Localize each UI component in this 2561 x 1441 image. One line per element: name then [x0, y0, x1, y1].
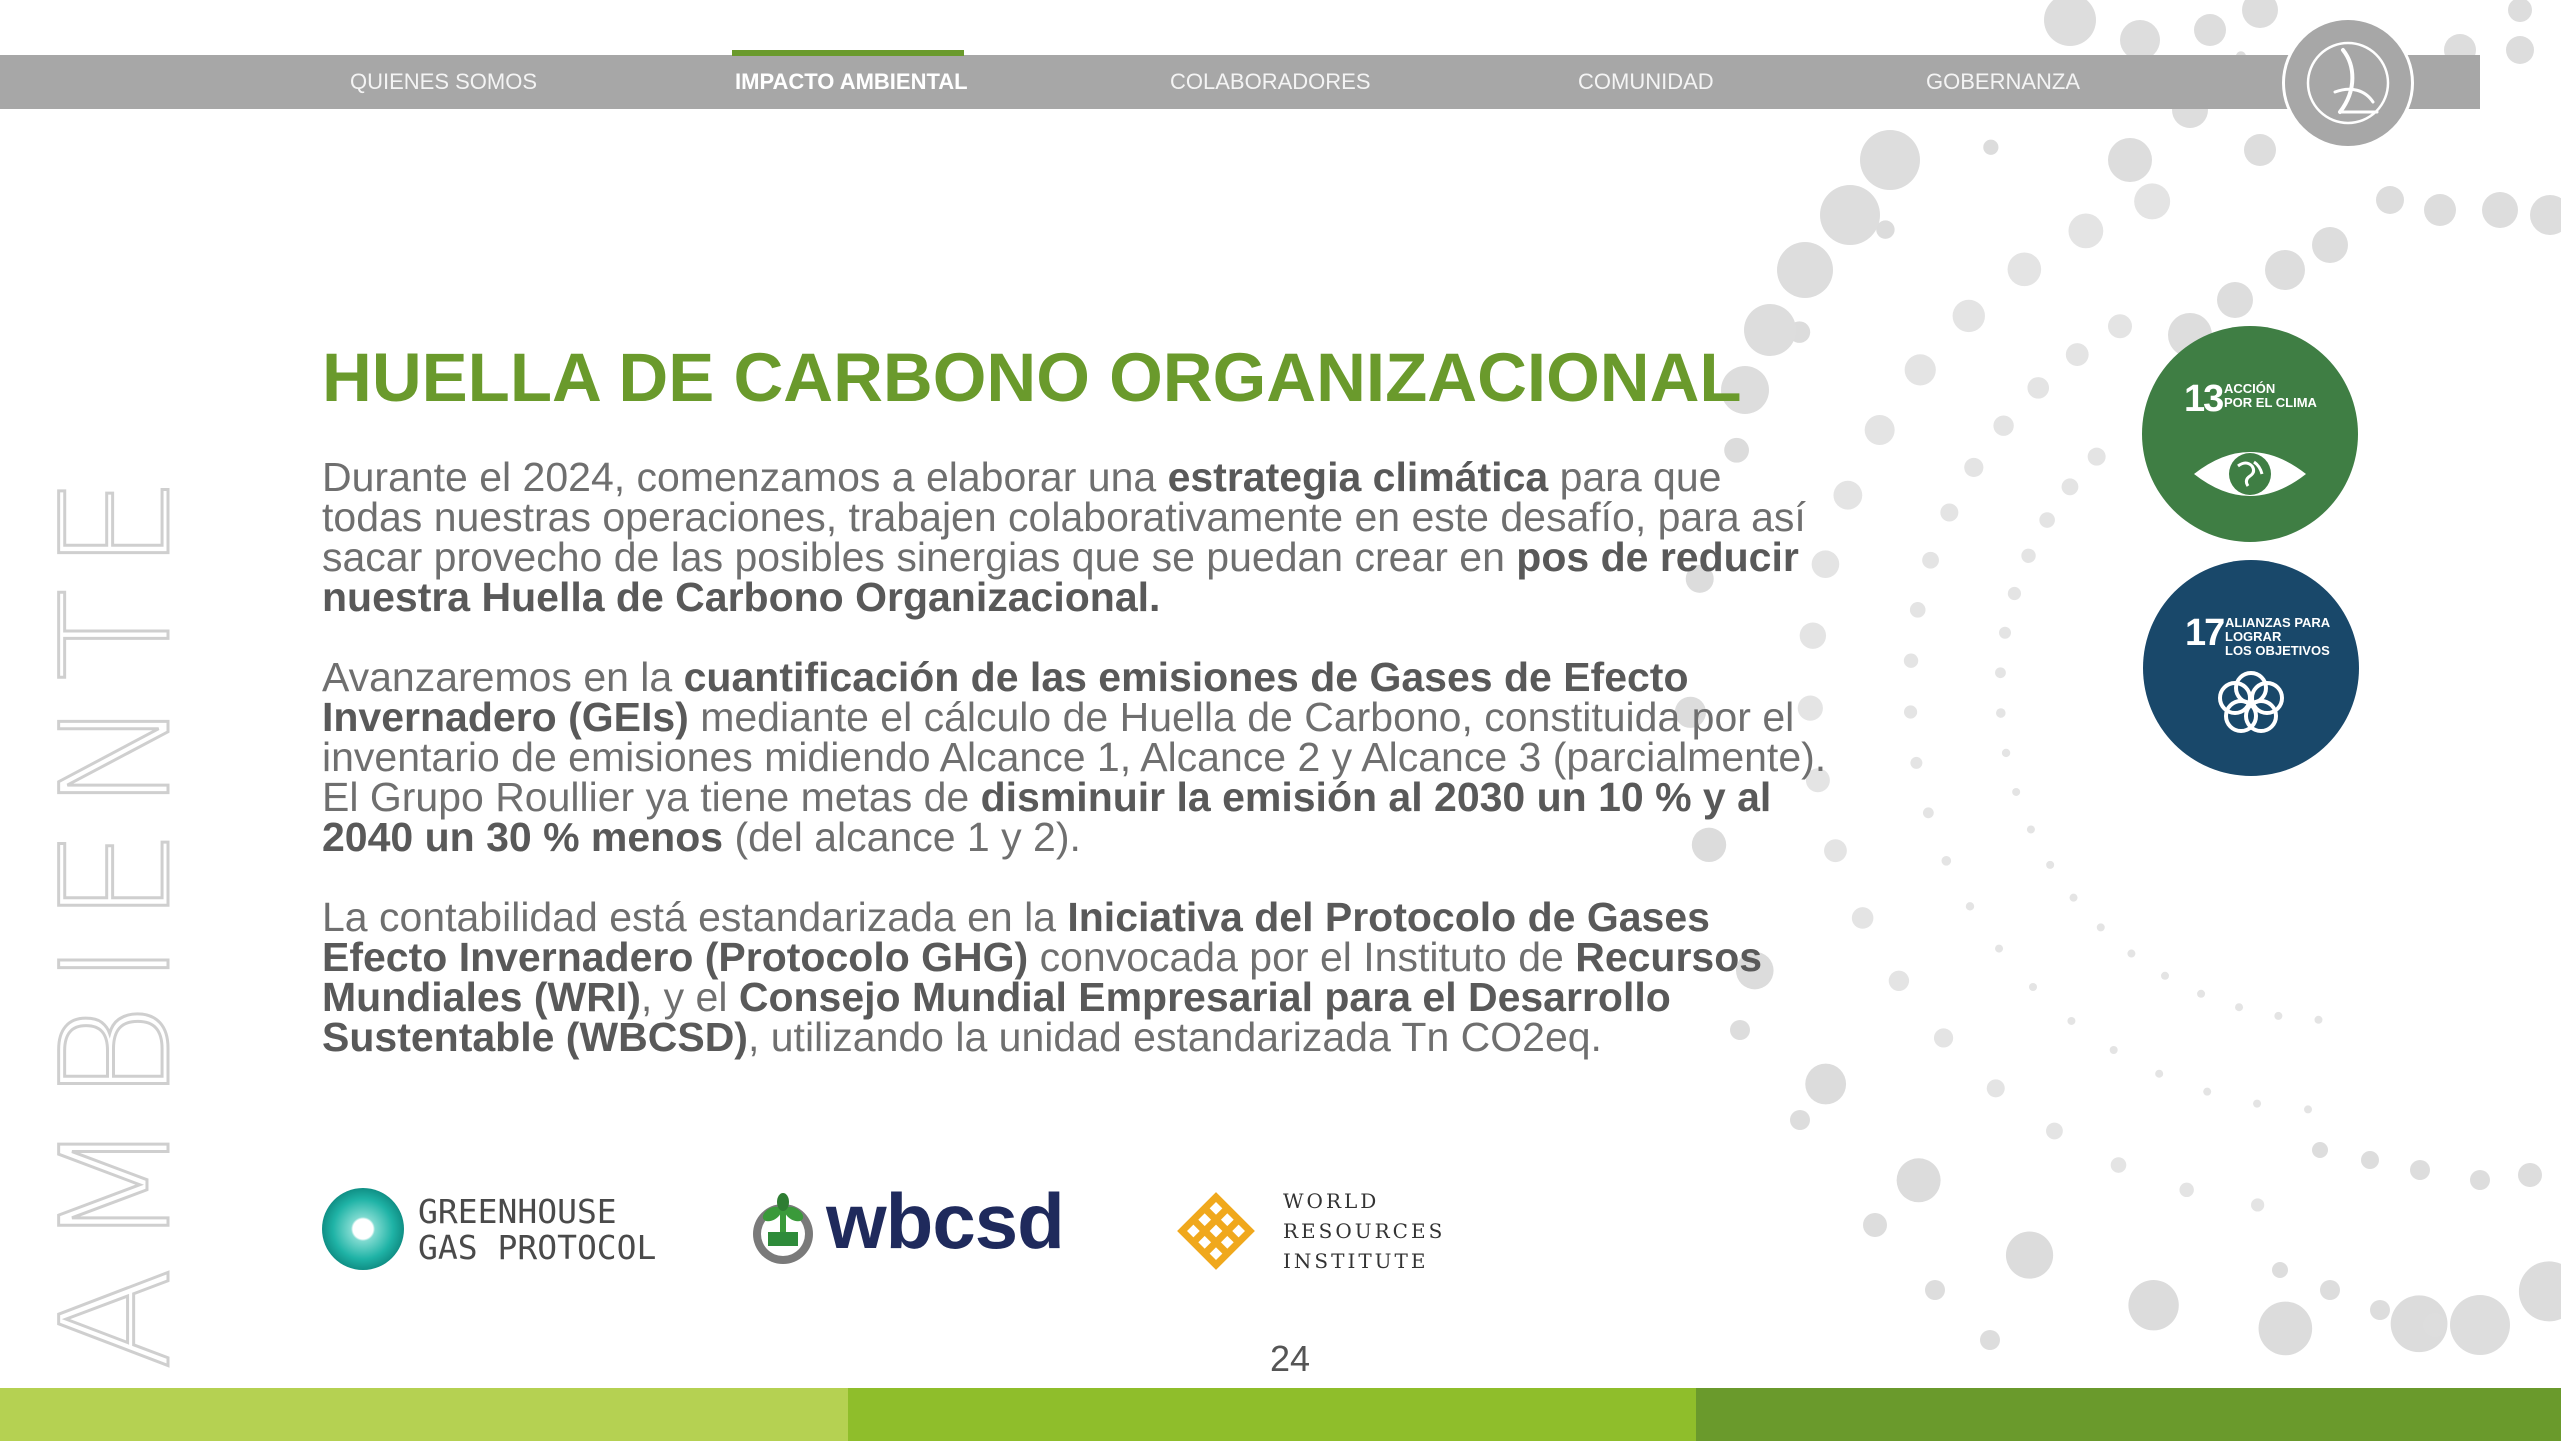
nav-item-impacto-ambiental[interactable]: IMPACTO AMBIENTAL: [735, 69, 968, 94]
decorative-dot: [2179, 1183, 2193, 1197]
decorative-dot: [1860, 130, 1920, 190]
sdg-17-badge: [2143, 560, 2359, 776]
sdg-13-badge: [2142, 326, 2358, 542]
decorative-dot: [1897, 1158, 1941, 1202]
decorative-dot: [2027, 825, 2035, 833]
decorative-dot: [1980, 1330, 2000, 1350]
decorative-dot: [2002, 749, 2010, 757]
decorative-dot: [1993, 415, 2013, 435]
decorative-dot: [2155, 1070, 2163, 1078]
ghg-logo-line1: GREENHOUSE: [418, 1192, 617, 1231]
paragraph-text-segment: , y el: [640, 974, 739, 1020]
decorative-dot: [1905, 354, 1936, 385]
decorative-dot: [2235, 1003, 2243, 1011]
decorative-dot: [2203, 1088, 2211, 1096]
section-side-word: AMBIENTE: [30, 458, 204, 1370]
decorative-dot: [2518, 1163, 2542, 1187]
decorative-dot: [2068, 213, 2103, 248]
decorative-dot: [1922, 552, 1939, 569]
decorative-dot: [2253, 1100, 2261, 1108]
paragraph-bold-segment: Consejo Mundial Empresarial para el Desarrollo Sustentable (WBCSD): [322, 974, 1671, 1060]
ghg-logo-line2: GAS PROTOCOL: [418, 1228, 657, 1267]
decorative-dot: [2027, 377, 2049, 399]
decorative-dot: [2450, 1295, 2510, 1355]
sdg-13-number: 13: [2184, 378, 2223, 420]
decorative-dot: [1940, 504, 1958, 522]
paragraph-standards: [322, 894, 1832, 1060]
decorative-dot: [2482, 192, 2518, 228]
decorative-dot: [2259, 1302, 2313, 1356]
decorative-dot: [2197, 990, 2205, 998]
decorative-dot: [2044, 0, 2096, 46]
decorative-dot: [2304, 1105, 2312, 1113]
decorative-dot: [2120, 20, 2160, 60]
decorative-dot: [1996, 708, 2006, 718]
decorative-dot: [2242, 0, 2278, 28]
paragraph-bold-segment: cuantificación de las emisiones de Gases de Efecto Invernadero (GEIs): [322, 654, 1689, 740]
footer-segment-dark: [1696, 1388, 2561, 1441]
ghg-protocol-logo-icon: [322, 1188, 404, 1270]
sdg-17-label-line1: ALIANZAS PARA: [2225, 615, 2331, 630]
decorative-dot: [2161, 972, 2169, 980]
decorative-dot: [2314, 1016, 2322, 1024]
decorative-dot: [1964, 458, 1983, 477]
decorative-dot: [2108, 138, 2152, 182]
wbcsd-logo-icon: [744, 1190, 822, 1270]
decorative-dot: [1876, 220, 1894, 238]
paragraph-bold-segment: estrategia climática: [1167, 454, 1549, 500]
decorative-dot: [1934, 1028, 1953, 1047]
paragraph-text-segment: convocada por el Instituto de: [1028, 934, 1576, 980]
decorative-dot: [2070, 894, 2078, 902]
sdg-13-label-line2: POR EL CLIMA: [2224, 395, 2317, 410]
decorative-dot: [2265, 250, 2305, 290]
sdg-17-label: [2225, 616, 2345, 658]
paragraph-quantification: [322, 654, 1832, 860]
footer-segment-light: [0, 1388, 848, 1441]
decorative-dot: [2274, 1012, 2282, 1020]
paragraph-text-segment: Avanzaremos en la: [322, 654, 684, 700]
decorative-dot: [2508, 0, 2532, 22]
paragraph-text-segment: Durante el 2024, comenzamos a elaborar una: [322, 454, 1168, 500]
wbcsd-logo-text: wbcsd: [826, 1177, 1064, 1265]
page-number: 24: [1270, 1338, 1311, 1379]
decorative-dot: [1995, 945, 2003, 953]
decorative-dot: [2519, 1261, 2561, 1321]
decorative-dot: [2312, 1142, 2328, 1158]
decorative-dot: [2066, 343, 2089, 366]
decorative-dot: [1910, 602, 1926, 618]
paragraph-text-segment: para que todas nuestras operaciones, trabajen colaborativamente en este desafío, para así sacar provecho de las posibles sinergias que se puedan crear en: [322, 454, 1806, 580]
nav-item-gobernanza[interactable]: GOBERNANZA: [1926, 69, 2081, 94]
decorative-dot: [2008, 253, 2042, 287]
decorative-dot: [1865, 415, 1895, 445]
decorative-dot: [1889, 971, 1909, 991]
decorative-dot: [2272, 1262, 2288, 1278]
decorative-dot: [2470, 1170, 2490, 1190]
decorative-dot: [2111, 1157, 2127, 1173]
decorative-dot: [1744, 304, 1796, 356]
decorative-dot: [1833, 481, 1862, 510]
decorative-dot: [2194, 14, 2226, 46]
decorative-dot: [2320, 1280, 2340, 1300]
decorative-dot: [2312, 227, 2348, 263]
decorative-dot: [1852, 907, 1874, 929]
decorative-dot: [1966, 902, 1974, 910]
decorative-dot: [1942, 856, 1952, 866]
decorative-dot: [2088, 448, 2106, 466]
sdg-13-label-line1: ACCIÓN: [2224, 381, 2276, 396]
paragraph-strategy: [322, 454, 1832, 620]
decorative-dot: [2067, 1017, 2075, 1025]
decorative-dot: [2244, 134, 2276, 166]
decorative-dot: [1904, 654, 1918, 668]
decorative-dot: [1910, 757, 1922, 769]
paragraph-bold-segment: Iniciativa del Protocolo de Gases Efecto Invernadero (Protocolo GHG): [322, 894, 1710, 980]
decorative-dot: [1953, 300, 1985, 332]
decorative-dot: [2424, 194, 2456, 226]
paragraph-bold-segment: Recursos Mundiales (WRI): [322, 934, 1763, 1020]
decorative-dot: [2128, 1280, 2178, 1330]
nav-active-indicator: [732, 50, 964, 56]
decorative-dot: [1800, 622, 1826, 648]
decorative-dot: [1983, 140, 1998, 155]
nav-item-colaboradores[interactable]: COLABORADORES: [1170, 69, 1371, 94]
decorative-dot: [2012, 788, 2020, 796]
decorative-dot: [1790, 1110, 1810, 1130]
decorative-dot: [2127, 950, 2135, 958]
decorative-dot: [1863, 1213, 1887, 1237]
decorative-dot: [2006, 1231, 2053, 1278]
decorative-dot: [2021, 549, 2035, 563]
paragraph-text-segment: (del alcance 1 y 2).: [723, 814, 1081, 860]
flower-rings-icon: [2211, 664, 2291, 744]
footer-segment-mid: [848, 1388, 1696, 1441]
decorative-dot: [1999, 627, 2011, 639]
decorative-dot: [2376, 186, 2404, 214]
decorative-dot: [2029, 983, 2037, 991]
decorative-dot: [2008, 587, 2021, 600]
decorative-dot: [1904, 705, 1917, 718]
decorative-dot: [1805, 1064, 1846, 1105]
wri-logo-line2: RESOURCES: [1283, 1219, 1446, 1243]
nav-item-comunidad[interactable]: COMUNIDAD: [1578, 69, 1714, 94]
paragraph-text-segment: , utilizando la unidad estandarizada Tn CO2eq.: [747, 1014, 1602, 1060]
decorative-dot: [1925, 1280, 1945, 1300]
wri-logo-icon: [1170, 1185, 1262, 1277]
wri-logo-line3: INSTITUTE: [1283, 1249, 1429, 1273]
sdg-13-label: [2224, 382, 2344, 410]
decorative-dot: [2046, 1123, 2063, 1140]
top-nav-bar: [0, 55, 2480, 109]
decorative-dot: [2423, 1313, 2447, 1337]
decorative-dot: [1923, 807, 1934, 818]
decorative-dot: [1987, 1079, 2005, 1097]
decorative-dot: [2410, 1160, 2430, 1180]
paragraph-text-segment: mediante el cálculo de Huella de Carbono, constituida por el inventario de emisiones midiendo Alcance 1, Alcance 2 y Alcance 3 (parcialmente). El Grupo Roullier ya tiene metas de: [322, 694, 1827, 820]
eye-globe-icon: [2190, 444, 2310, 504]
leaf-logo-icon: [2285, 20, 2411, 146]
footer-color-bar: [0, 1388, 2561, 1441]
sdg-17-number: 17: [2185, 612, 2224, 654]
paragraph-bold-segment: pos de reducir nuestra Huella de Carbono Organizacional.: [322, 534, 1799, 620]
decorative-dot: [2134, 183, 2170, 219]
decorative-dot: [2217, 282, 2253, 318]
decorative-dot: [2110, 1046, 2118, 1054]
decorative-dot: [2097, 923, 2105, 931]
decorative-dot: [2108, 314, 2132, 338]
wri-logo-line1: WORLD: [1283, 1189, 1380, 1213]
decorative-dot: [1777, 242, 1833, 298]
sdg-17-label-line3: LOS OBJETIVOS: [2225, 643, 2330, 658]
company-logo-button[interactable]: [2282, 17, 2414, 149]
decorative-dot: [2506, 36, 2534, 64]
decorative-dot: [2530, 195, 2561, 235]
decorative-dot: [2062, 478, 2079, 495]
decorative-dot: [2361, 1151, 2379, 1169]
decorative-dot: [2370, 1300, 2390, 1320]
paragraph-bold-segment: disminuir la emisión al 2030 un 10 % y al 2040 un 30 % menos: [322, 774, 1772, 860]
paragraph-text-segment: La contabilidad está estandarizada en la: [322, 894, 1068, 940]
decorative-dot: [2251, 1198, 2264, 1211]
nav-item-quienes-somos[interactable]: QUIENES SOMOS: [350, 69, 538, 94]
ghg-protocol-logo-text: [418, 1194, 656, 1266]
wri-logo-text: [1283, 1186, 1445, 1276]
sdg-17-label-line2: LOGRAR: [2225, 629, 2282, 644]
decorative-dot: [2039, 512, 2055, 528]
decorative-dot: [2046, 861, 2054, 869]
decorative-dot: [1820, 185, 1880, 245]
page-title: HUELLA DE CARBONO ORGANIZACIONAL: [322, 339, 1742, 416]
decorative-dot: [1995, 667, 2006, 678]
